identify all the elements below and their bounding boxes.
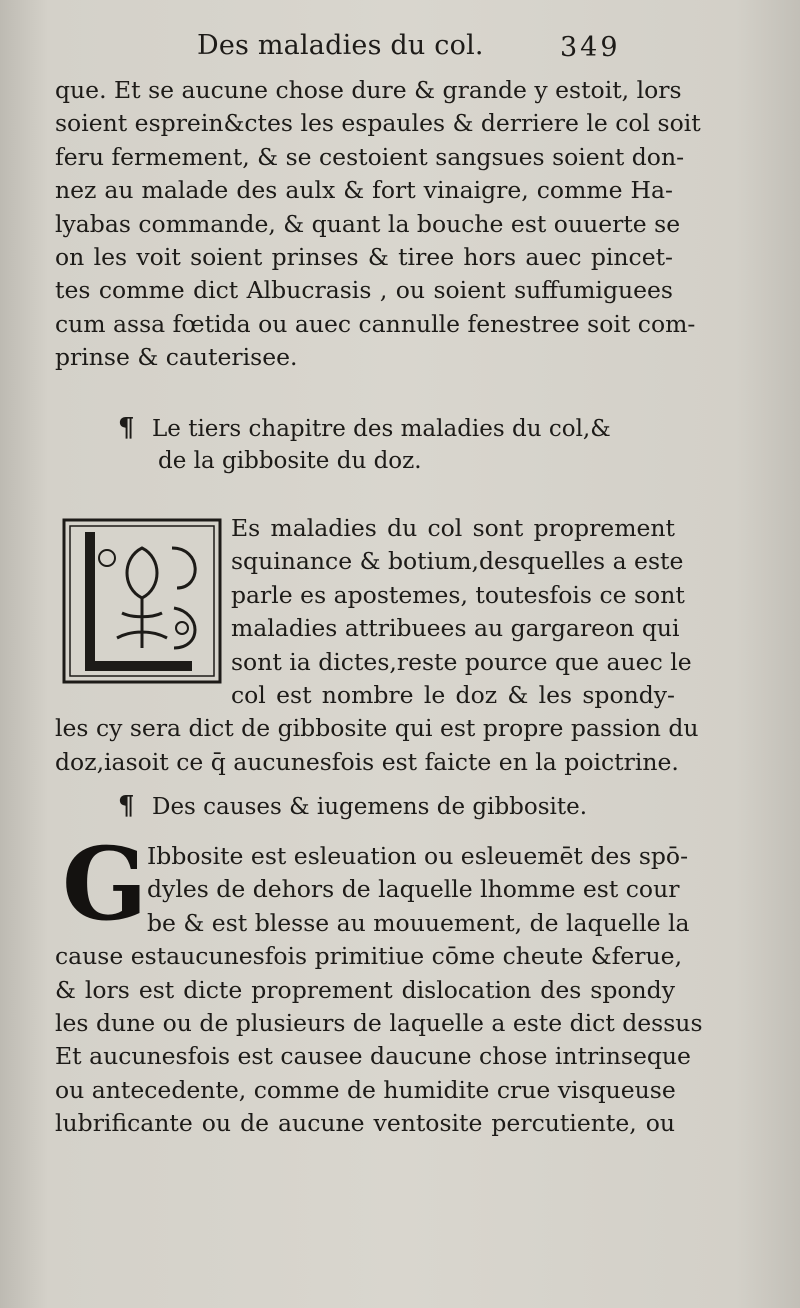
chapter-heading-line: de la gibbosite du doz.	[158, 448, 422, 475]
text-line: ou antecedente, comme de humidite crue visqueuse	[55, 1075, 676, 1104]
text-line: sont ia dictes,reste pource que auec le	[231, 647, 692, 676]
text-line: & lors est dicte proprement dislocation des spondy	[55, 975, 675, 1004]
text-line: les cy sera dict de gibbosite qui est propre passion du	[55, 714, 699, 743]
text-line: squinance & botium,desquelles a este	[231, 547, 684, 576]
text-line: cum assa fœtida ou auec cannulle fenestree soit com-	[55, 309, 696, 338]
text-line: les dune ou de plusieurs de laquelle a este dict dessus	[55, 1008, 703, 1037]
text-line: prinse & cauterisee.	[55, 343, 298, 372]
section-heading	[118, 790, 628, 823]
pilcrow-icon: ¶	[118, 413, 135, 443]
paragraph-continuation	[55, 74, 701, 375]
text-line: be & est blesse au mouuement, de laquelle la	[147, 908, 690, 937]
text-line: lyabas commande, & quant la bouche est ouuerte se	[55, 209, 681, 238]
page-number: 349	[560, 32, 621, 63]
initial-letter-g: G	[62, 825, 148, 943]
text-line: cause estaucunesfois primitiue cōme cheute &ferue,	[55, 942, 683, 971]
paragraph-with-initial	[55, 512, 699, 779]
chapter-heading	[118, 412, 628, 479]
paragraph-with-initial	[55, 825, 703, 1141]
text-line: on les voit soient prinses & tiree hors auec pincet-	[55, 242, 673, 271]
text-line: tes comme dict Albucrasis , ou soient suffumiguees	[55, 276, 673, 305]
text-line: que. Et se aucune chose dure & grande y estoit, lors	[55, 76, 682, 104]
chapter-heading-line: Le tiers chapitre des maladies du col,&	[152, 416, 611, 442]
text-line: dyles de dehors de laquelle lhomme est cour	[147, 875, 680, 904]
text-line: maladies attribuees au gargareon qui	[231, 614, 680, 643]
text-line: doz,iasoit ce q̄ aucunesfois est faicte en la poictrine.	[55, 747, 679, 776]
text-line: feru fermement, & se cestoient sangsues soient don-	[55, 142, 685, 171]
text-line: Ibbosite est esleuation ou esleuemēt des spō-	[147, 842, 689, 870]
text-line: nez au malade des aulx & fort vinaigre, comme Ha-	[55, 176, 673, 205]
page-header	[0, 30, 800, 70]
pilcrow-icon: ¶	[118, 791, 135, 821]
text-line: Et aucunesfois est causee daucune chose intrinseque	[55, 1042, 691, 1071]
section-heading-text: Des causes & iugemens de gibbosite.	[152, 794, 588, 820]
text-line: lubrificante ou de aucune ventosite percutiente, ou	[55, 1109, 675, 1138]
text-line: Es maladies du col sont proprement	[231, 514, 675, 542]
running-title: Des maladies du col.	[197, 30, 484, 61]
text-line: soient esprein&ctes les espaules & derriere le col soit	[55, 109, 701, 138]
text-line: col est nombre le doz & les spondy-	[231, 680, 675, 709]
text-line: parle es apostemes, toutesfois ce sont	[231, 580, 685, 609]
